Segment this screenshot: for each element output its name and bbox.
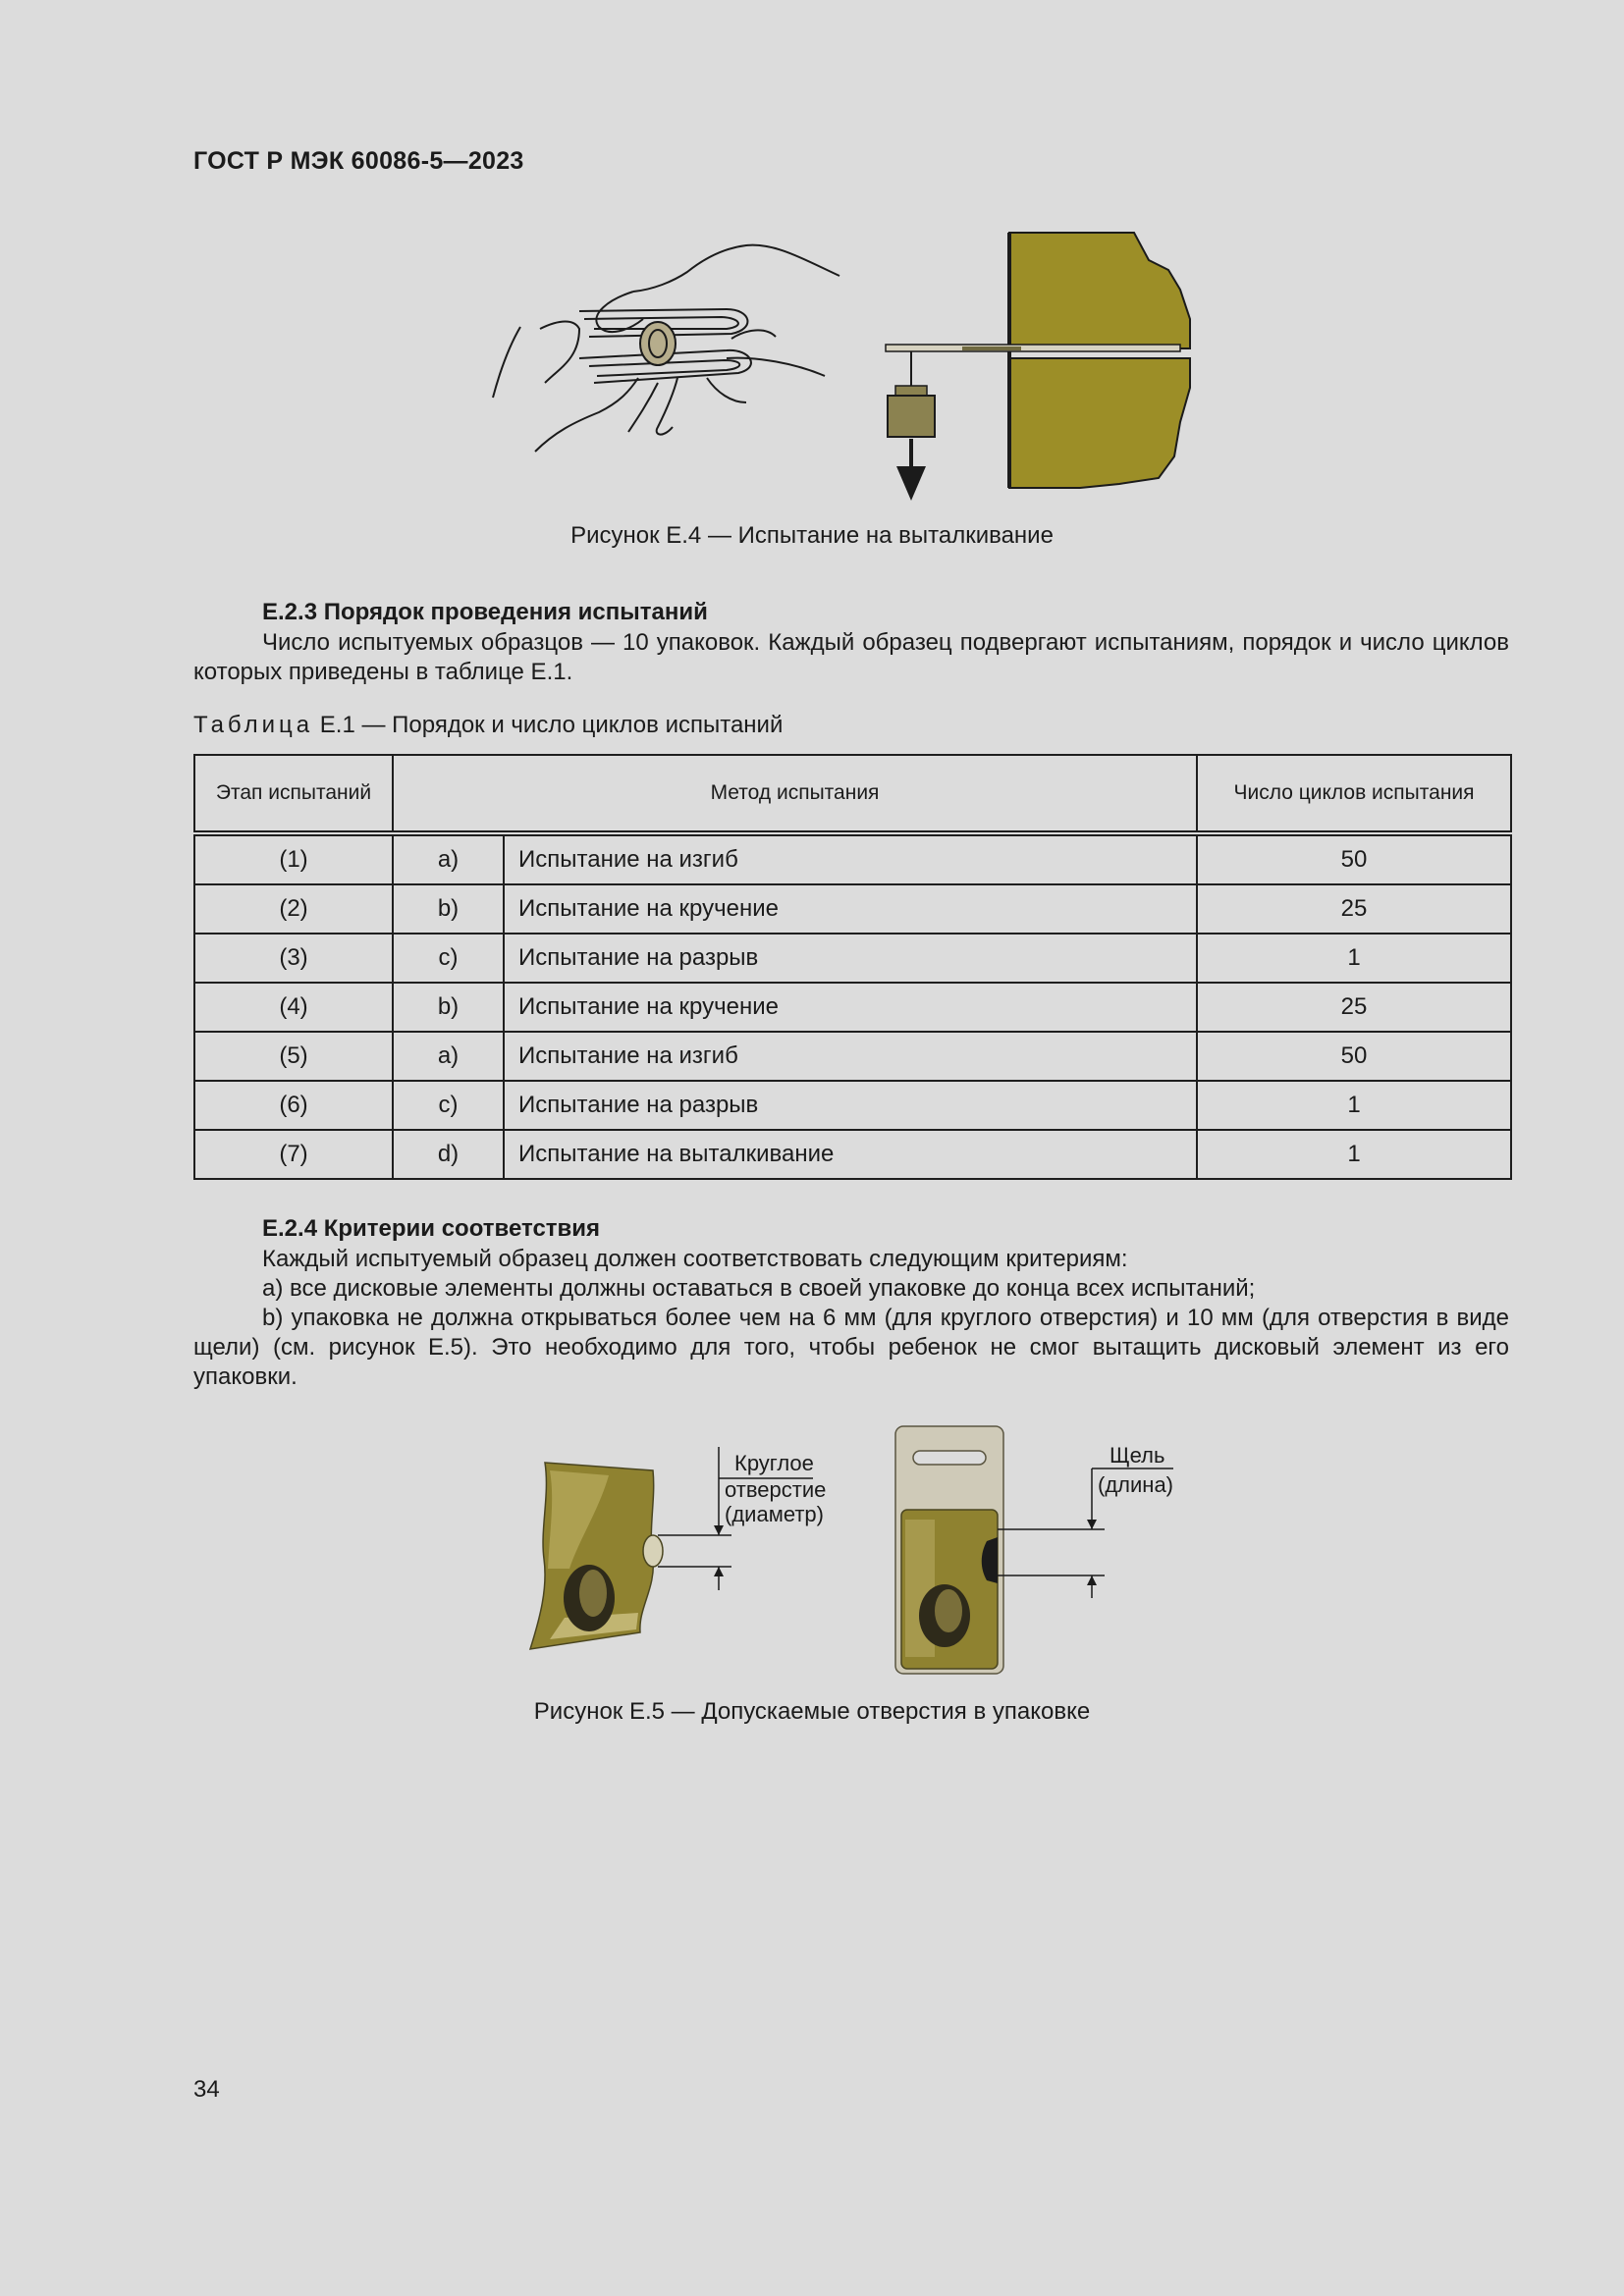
label-round-2: отверстие xyxy=(725,1477,827,1502)
cell-method: Испытание на разрыв xyxy=(504,934,1197,983)
table-caption-prefix: Таблица xyxy=(193,712,314,738)
table-row xyxy=(194,1081,1511,1130)
cell-cycles: 1 xyxy=(1197,1081,1511,1130)
header-cycles: Число циклов испытания xyxy=(1197,755,1511,833)
section-e23-paragraph xyxy=(193,628,1509,687)
cell-method: Испытание на изгиб xyxy=(504,1032,1197,1081)
cell-method: Испытание на кручение xyxy=(504,884,1197,934)
label-slot-1: Щель xyxy=(1110,1443,1165,1468)
cell-method: Испытание на изгиб xyxy=(504,833,1197,884)
table-row xyxy=(194,934,1511,983)
hands-drawing xyxy=(493,245,839,452)
table-row xyxy=(194,1032,1511,1081)
section-e24-item-a: a) все дисковые элементы должны оставаться в своей упаковке до конца всех испытаний; xyxy=(262,1275,1256,1302)
label-slot-2: (длина) xyxy=(1098,1472,1173,1497)
table-caption xyxy=(193,712,783,739)
label-round-1: Круглое xyxy=(734,1451,814,1475)
slot-opening-package xyxy=(895,1426,1003,1674)
cell-stage: (1) xyxy=(194,833,393,884)
table-header-row xyxy=(194,755,1511,833)
header-stage: Этап испытаний xyxy=(194,755,393,833)
figure-e5-illustration xyxy=(520,1421,1208,1686)
label-round-3: (диаметр) xyxy=(725,1502,824,1526)
cell-stage: (5) xyxy=(194,1032,393,1081)
cell-method: Испытание на кручение xyxy=(504,983,1197,1032)
cell-letter: d) xyxy=(393,1130,504,1179)
cell-cycles: 1 xyxy=(1197,1130,1511,1179)
cell-letter: c) xyxy=(393,934,504,983)
cell-cycles: 25 xyxy=(1197,884,1511,934)
cell-letter: b) xyxy=(393,884,504,934)
page-number: 34 xyxy=(193,2076,220,2103)
section-e24-item-b-paragraph xyxy=(193,1304,1509,1392)
figure-e4-caption: Рисунок Е.4 — Испытание на выталкивание xyxy=(570,522,1054,549)
table-e1 xyxy=(193,754,1512,1180)
cell-stage: (3) xyxy=(194,934,393,983)
cell-stage: (2) xyxy=(194,884,393,934)
section-e24-item-a-line xyxy=(193,1274,1509,1304)
section-e23-title: Е.2.3 Порядок проведения испытаний xyxy=(262,599,708,625)
table-row xyxy=(194,983,1511,1032)
section-e24-intro-line xyxy=(193,1245,1509,1274)
cell-cycles: 50 xyxy=(1197,833,1511,884)
cell-letter: b) xyxy=(393,983,504,1032)
cell-cycles: 25 xyxy=(1197,983,1511,1032)
document-header: ГОСТ Р МЭК 60086-5—2023 xyxy=(193,147,524,175)
cell-letter: a) xyxy=(393,833,504,884)
section-e23-text: Число испытуемых образцов — 10 упаковок. Каждый образец подвергают испытаниям, порядок и число циклов которых приведены в таблице Е.1. xyxy=(193,629,1509,685)
cell-stage: (6) xyxy=(194,1081,393,1130)
cell-cycles: 1 xyxy=(1197,934,1511,983)
section-e24-title: Е.2.4 Критерии соответствия xyxy=(262,1215,601,1242)
figure-e4-illustration xyxy=(481,221,1227,506)
cell-method: Испытание на выталкивание xyxy=(504,1130,1197,1179)
cell-letter: c) xyxy=(393,1081,504,1130)
table-row xyxy=(194,884,1511,934)
table-caption-rest: Е.1 — Порядок и число циклов испытаний xyxy=(319,712,784,738)
cell-letter: a) xyxy=(393,1032,504,1081)
cell-stage: (4) xyxy=(194,983,393,1032)
section-e24-intro: Каждый испытуемый образец должен соответствовать следующим критериям: xyxy=(262,1246,1128,1272)
table-row xyxy=(194,833,1511,884)
round-opening-package xyxy=(530,1463,663,1649)
push-out-test-drawing xyxy=(886,233,1190,501)
cell-stage: (7) xyxy=(194,1130,393,1179)
cell-cycles: 50 xyxy=(1197,1032,1511,1081)
header-method: Метод испытания xyxy=(393,755,1197,833)
cell-method: Испытание на разрыв xyxy=(504,1081,1197,1130)
section-e24-item-b: b) упаковка не должна открываться более чем на 6 мм (для круглого отверстия) и 10 мм (для отверстия в виде щели) (см. рисунок Е.5). Это необходимо для того, чтобы ребенок не смог вытащить дисковый элемент из его упаковки. xyxy=(193,1305,1509,1390)
table-row xyxy=(194,1130,1511,1179)
figure-e5-caption: Рисунок Е.5 — Допускаемые отверстия в упаковке xyxy=(533,1698,1091,1725)
